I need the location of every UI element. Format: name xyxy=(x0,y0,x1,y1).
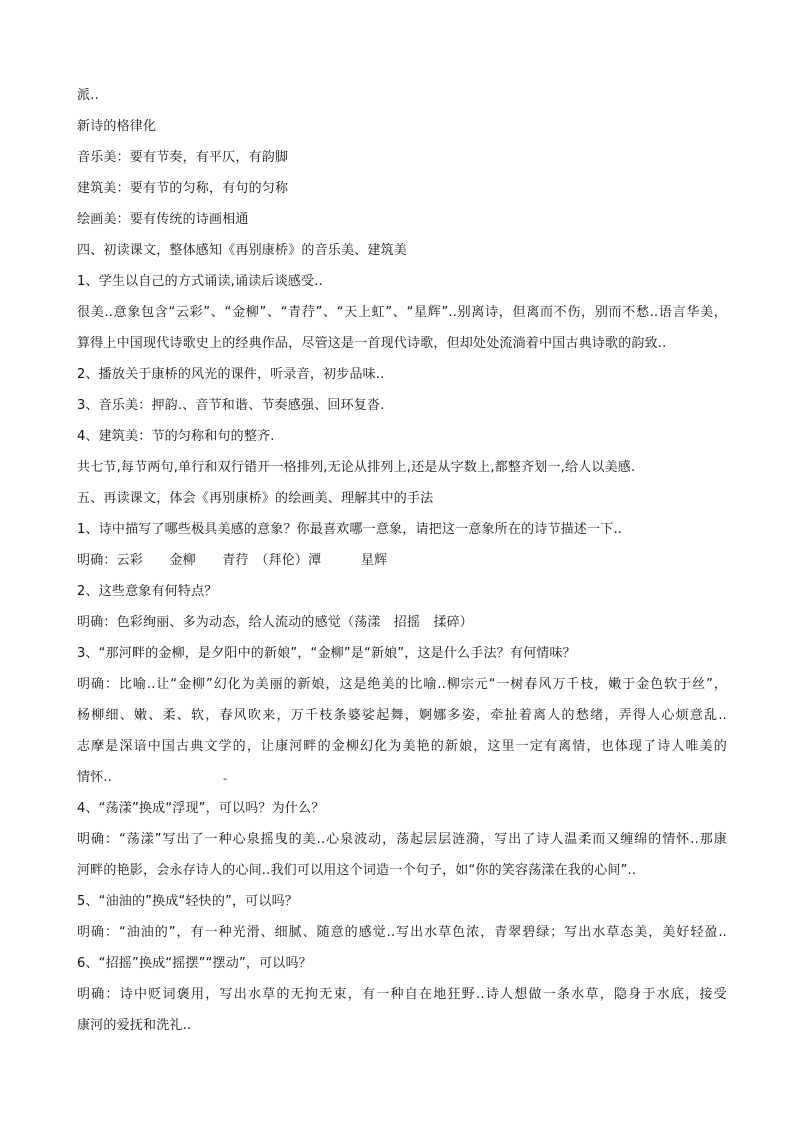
text-line-27: 5、“油油的”换成“轻快的”，可以吗？ xyxy=(77,894,299,909)
text-line-11: 3、音乐美：押韵.、音节和谐、节奏感强、回环复沓. xyxy=(77,398,385,413)
text-line-26: 河畔的艳影，会永存诗人的心间..我们可以用这个词造一个句子，如“你的笑容荡漾在我的心间”.. xyxy=(77,863,637,878)
text-line-24: 4、“荡漾”换成“浮现”，可以吗？为什么？ xyxy=(77,801,325,816)
text-line-23: 情怀.. xyxy=(77,770,113,785)
text-line-3: 音乐美：要有节奏，有平仄，有韵脚 xyxy=(77,150,289,165)
text-line-29: 6、“招摇”换成“摇摆”“摆动”，可以吗？ xyxy=(77,956,312,971)
text-line-15: 1、诗中描写了哪些极具美感的意象？你最喜欢哪一意象，请把这一意象所在的诗节描述一下.. xyxy=(77,522,623,537)
text-line-4: 建筑美：要有节的匀称，有句的匀称 xyxy=(77,181,289,196)
text-line-21: 杨柳细、嫩、柔、软，春风吹来，万千枝条婆娑起舞，婀娜多姿，牵扯着离人的愁绪，弄得人心烦意乱.. xyxy=(77,708,727,723)
text-line-17: 2、这些意象有何特点？ xyxy=(77,584,218,599)
text-line-8: 很美..意象包含“云彩”、“金柳”、“青荇”、“天上虹”、“星辉”..别离诗，但离而不伤，别而不愁..语言华美， xyxy=(77,305,727,320)
text-line-7: 1、学生以自己的方式诵读,诵读后谈感受.. xyxy=(77,274,323,289)
text-line-1: 派.. xyxy=(77,88,99,103)
text-line-28: 明确：“油油的”，有一种光滑、细腻、随意的感觉..写出水草色浓，青翠碧绿；写出水草态美，美好轻盈.. xyxy=(77,925,727,940)
text-line-18: 明确：色彩绚丽、多为动态，给人流动的感觉（荡漾 招摇 揉碎） xyxy=(77,615,474,630)
text-line-13: 共七节,每节两句,单行和双行错开一格排列,无论从排列上,还是从字数上,都整齐划一,给人以美感. xyxy=(77,460,636,475)
text-line-10: 2、播放关于康桥的风光的课件，听录音，初步品味.. xyxy=(77,367,385,382)
text-line-20: 明确：比喻..让“金柳”幻化为美丽的新娘，这是绝美的比喻..柳宗元“一树春风万千枝，嫩于金色软于丝”， xyxy=(77,677,727,692)
text-line-9: 算得上中国现代诗歌史上的经典作品，尽管这是一首现代诗歌，但却处处流淌着中国古典诗歌的韵致.. xyxy=(77,336,667,351)
section-heading-4: 四、初读课文，整体感知《再别康桥》的音乐美、建筑美 xyxy=(77,243,408,258)
stray-mark: - xyxy=(223,772,227,785)
text-line-30: 明确：诗中贬词褒用，写出水草的无拘无束，有一种自在地狂野..诗人想做一条水草，隐身于水底，接受 xyxy=(77,987,727,1002)
text-line-25: 明确：“荡漾”写出了一种心泉摇曳的美..心泉波动，荡起层层涟漪，写出了诗人温柔而又缠绵的情怀..那康 xyxy=(77,832,727,847)
text-line-16: 明确：云彩 金柳 青荇 （拜伦）潭 星辉 xyxy=(77,553,388,568)
text-line-12: 4、建筑美：节的匀称和句的整齐. xyxy=(77,429,275,444)
text-line-2: 新诗的格律化 xyxy=(77,119,157,134)
text-line-5: 绘画美：要有传统的诗画相通 xyxy=(77,212,249,227)
text-line-22: 志摩是深谙中国古典文学的，让康河畔的金柳幻化为美艳的新娘，这里一定有离情，也体现了诗人唯美的 xyxy=(77,739,727,754)
text-line-19: 3、“那河畔的金柳，是夕阳中的新娘”，“金柳”是“新娘”，这是什么手法？有何情味？ xyxy=(77,646,576,661)
section-heading-5: 五、再读课文，体会《再别康桥》的绘画美、理解其中的手法 xyxy=(77,491,434,506)
text-line-31: 康河的爱抚和洗礼.. xyxy=(77,1018,192,1033)
